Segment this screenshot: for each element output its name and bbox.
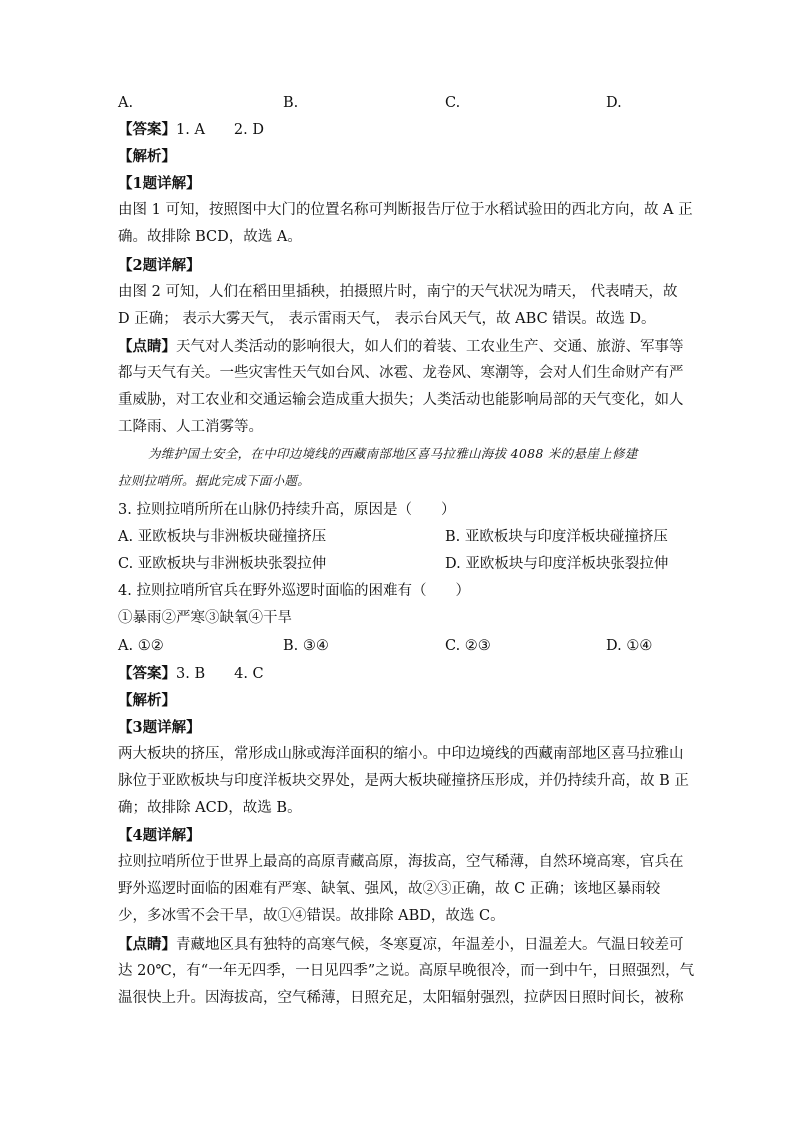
- q4-explanation-line: 野外巡逻时面临的困难有严寒、缺氧、强风，故②③正确，故 C 正确；该地区暴雨较: [118, 881, 661, 897]
- q3-detail-tag: 【3题详解】: [118, 719, 201, 736]
- q4-explanation-line: 少，多冰雪不会干旱，故①④错误。故排除 ABD，故选 C。: [118, 908, 505, 924]
- tip-line-2: [118, 931, 684, 959]
- analysis-tag: 【解析】: [118, 148, 176, 165]
- tip-tag: 【点睛】: [118, 936, 176, 953]
- tip-text: 天气对人类活动的影响很大，如人们的着装、工农业生产、交通、旅游、军事等: [176, 339, 684, 355]
- q4-option-a: A. ①②: [118, 638, 164, 654]
- answer-line-2: [118, 660, 264, 688]
- option-b: B.: [283, 95, 299, 111]
- option-c: C.: [445, 95, 461, 111]
- option-a: A.: [118, 95, 134, 111]
- answer-line-1: [118, 116, 264, 144]
- tip-tag: 【点睛】: [118, 338, 176, 355]
- tip-line: 工降雨、人工消雾等。: [118, 419, 263, 435]
- q4-option-d: D. ①④: [606, 638, 653, 654]
- q3-option-b: B. 亚欧板块与印度洋板块碰撞挤压: [445, 529, 668, 545]
- q1-explanation-line: 由图 1 可知，按照图中大门的位置名称可判断报告厅位于水稻试验田的西北方向，故 A 正: [118, 202, 693, 218]
- q1-explanation-line: 确。故排除 BCD，故选 A。: [118, 229, 302, 245]
- answer-tag: 【答案】: [118, 121, 176, 138]
- q4-items: ①暴雨②严寒③缺氧④干旱: [118, 610, 292, 626]
- q1-detail-tag: 【1题详解】: [118, 175, 201, 192]
- question-4-stem: 4. 拉则拉哨所官兵在野外巡逻时面临的困难有（ ）: [118, 583, 470, 599]
- tip-text: 青藏地区具有独特的高寒气候，冬寒夏凉，年温差小，日温差大。气温日较差可: [176, 937, 684, 953]
- answer-text: 3. B 4. C: [176, 666, 264, 682]
- question-3-stem: 3. 拉则拉哨所所在山脉仍持续升高，原因是（ ）: [118, 502, 456, 518]
- q4-explanation-line: 拉则拉哨所位于世界上最高的高原青藏高原，海拔高，空气稀薄，自然环境高寒，官兵在: [118, 854, 684, 870]
- q3-explanation-line: 确；故排除 ACD，故选 B。: [118, 800, 302, 816]
- q3-explanation-line: 两大板块的挤压，常形成山脉或海洋面积的缩小。中印边境线的西藏南部地区喜马拉雅山: [118, 746, 684, 762]
- answer-tag: 【答案】: [118, 665, 176, 682]
- q3-option-a: A. 亚欧板块与非洲板块碰撞挤压: [118, 529, 327, 545]
- q2-explanation-line: 由图 2 可知，人们在稻田里插秧，拍摄照片时，南宁的天气状况为晴天， 代表晴天，故: [118, 284, 678, 300]
- q2-detail-tag: 【2题详解】: [118, 257, 201, 274]
- material-intro-line: 为维护国土安全，在中印边境线的西藏南部地区喜马拉雅山海拔 4088 米的悬崖上修建: [148, 446, 638, 461]
- q4-detail-tag: 【4题详解】: [118, 827, 201, 844]
- tip-line: 温很快上升。因海拔高，空气稀薄，日照充足，太阳辐射强烈，拉萨因日照时间长，被称: [118, 990, 684, 1006]
- option-d: D.: [606, 95, 622, 111]
- q4-option-c: C. ②③: [445, 638, 491, 654]
- material-intro-line: 拉则拉哨所。据此完成下面小题。: [118, 473, 311, 488]
- answer-text: 1. A 2. D: [176, 122, 264, 138]
- q3-explanation-line: 脉位于亚欧板块与印度洋板块交界处，是两大板块碰撞挤压形成，并仍持续升高，故 B 正: [118, 773, 689, 789]
- tip-line: 重威胁，对工农业和交通运输会造成重大损失；人类活动也能影响局部的天气变化，如人: [118, 392, 684, 408]
- q4-option-b: B. ③④: [283, 638, 329, 654]
- tip-line-1: [118, 333, 684, 361]
- q3-option-c: C. 亚欧板块与非洲板块张裂拉伸: [118, 556, 327, 572]
- tip-line: 达 20℃，有“一年无四季，一日见四季”之说。高原早晚很冷，而一到中午，日照强烈，气: [118, 963, 695, 979]
- q3-option-d: D. 亚欧板块与印度洋板块张裂拉伸: [445, 556, 669, 572]
- analysis-tag: 【解析】: [118, 692, 176, 709]
- q2-explanation-line: D 正确； 表示大雾天气， 表示雷雨天气， 表示台风天气，故 ABC 错误。故选 D。: [118, 311, 656, 327]
- tip-line: 都与天气有关。一些灾害性天气如台风、冰雹、龙卷风、寒潮等，会对人们生命财产有严: [118, 365, 684, 381]
